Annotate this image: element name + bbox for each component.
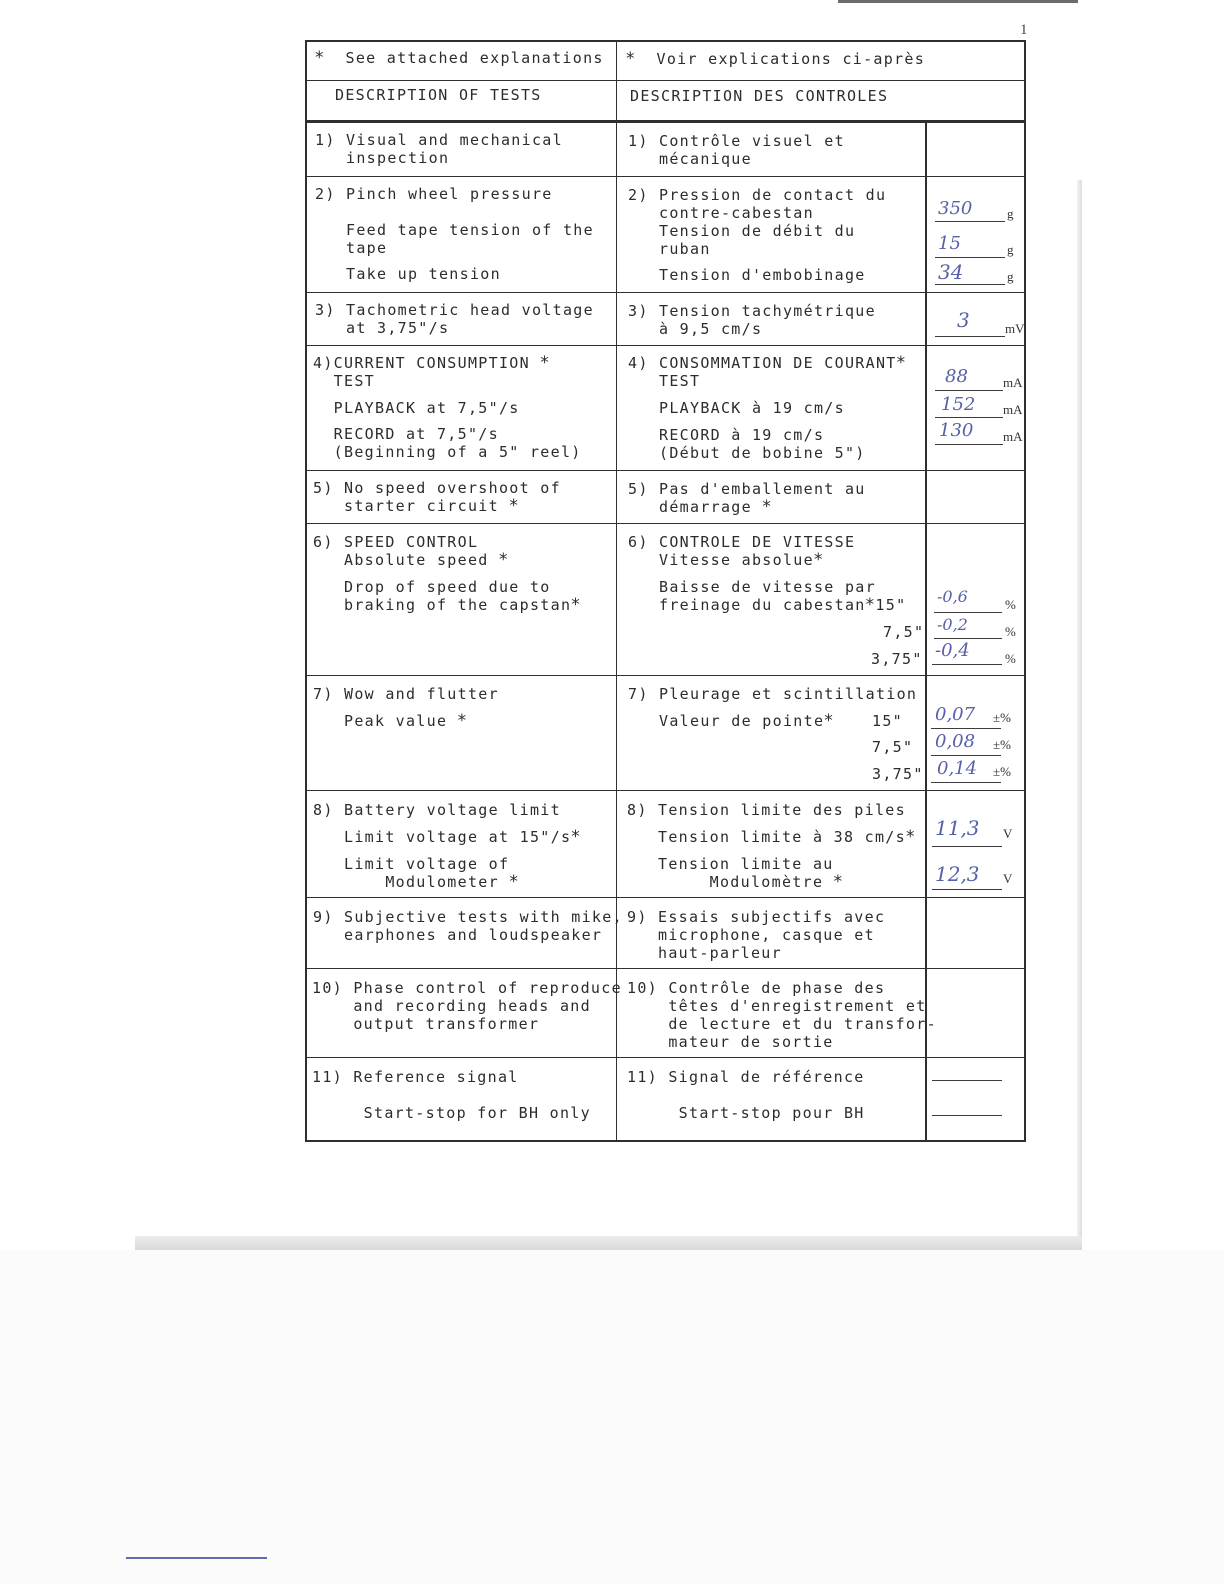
wow-7-5-value: 0,08 — [935, 731, 976, 752]
test-en-line: inspection — [315, 149, 450, 167]
unit-label: g — [1007, 242, 1014, 257]
voir-explications-note: * Voir explications ci-après — [626, 49, 926, 69]
value-underline — [932, 889, 1002, 890]
row-divider — [305, 292, 1026, 293]
test-fr-line: contre-cabestan — [628, 204, 814, 222]
header-bottom-rule — [305, 120, 1026, 123]
row-divider — [305, 345, 1026, 346]
value-underline — [934, 638, 1002, 639]
test-fr-line: Tension de débit du — [628, 222, 856, 240]
limit-voltage-modulometer-value: 12,3 — [935, 862, 980, 886]
test-fr-line: 5) Pas d'emballement au — [628, 480, 866, 498]
test-en-line: 10) Phase control of reproduce — [312, 979, 622, 997]
test-en-line: Take up tension — [315, 265, 501, 283]
unit-label: ±% — [993, 737, 1011, 752]
row-divider — [305, 470, 1026, 471]
row-divider — [305, 790, 1026, 791]
test-fr-line: haut-parleur — [627, 944, 782, 962]
feed-tape-tension-value: 15 — [938, 233, 961, 254]
row-divider — [305, 675, 1026, 676]
table-border-bottom — [305, 1140, 1026, 1142]
unit-label: mA — [1003, 402, 1023, 417]
unit-label: V — [1003, 871, 1013, 886]
test-fr-line: 10) Contrôle de phase des — [627, 979, 886, 997]
test-fr-line: ruban — [628, 240, 711, 258]
test-en-line: RECORD at 7,5"/s — [313, 425, 499, 443]
scan-right-edge — [1077, 180, 1082, 1240]
test-en-line: Feed tape tension of the — [315, 221, 594, 239]
description-of-tests-heading: DESCRIPTION OF TESTS — [335, 86, 542, 104]
value-underline — [931, 755, 1001, 756]
table-border-top — [305, 40, 1026, 42]
test-en-line: 11) Reference signal — [312, 1068, 519, 1086]
test-en-line: starter circuit * — [313, 496, 520, 516]
test-fr-line: 7) Pleurage et scintillation — [628, 685, 918, 703]
speed-label: 3,75" — [872, 765, 924, 783]
current-record-value: 130 — [939, 420, 974, 441]
test-fr-line: Start-stop pour BH — [627, 1104, 865, 1122]
current-test-value: 88 — [945, 366, 968, 387]
unit-label: mA — [1003, 429, 1023, 444]
test-en-line: 2) Pinch wheel pressure — [315, 185, 553, 203]
unit-label: mA — [1003, 375, 1023, 390]
wow-3-75-value: 0,14 — [937, 758, 978, 779]
unit-label: g — [1007, 269, 1014, 284]
unit-label: V — [1003, 826, 1013, 841]
test-fr-line: 9) Essais subjectifs avec — [627, 908, 886, 926]
scan-background — [0, 1250, 1224, 1584]
value-underline — [935, 417, 1003, 418]
scan-top-edge — [838, 0, 1078, 3]
test-fr-line: TEST — [628, 372, 701, 390]
value-underline — [935, 336, 1005, 337]
page-number: 1 — [1020, 22, 1028, 38]
value-underline — [931, 782, 1001, 783]
test-en-line: 5) No speed overshoot of — [313, 479, 561, 497]
speed-label: 15" — [872, 712, 903, 730]
test-fr-line: 1) Contrôle visuel et — [628, 132, 845, 150]
see-attached-note: * See attached explanations — [315, 48, 604, 68]
test-fr-line: à 9,5 cm/s — [628, 320, 763, 338]
value-underline — [934, 612, 1002, 613]
scan-foot-line — [126, 1557, 267, 1559]
test-fr-line: Valeur de pointe* — [628, 711, 835, 731]
test-fr-line: mateur de sortie — [627, 1033, 834, 1051]
test-report-table — [305, 40, 1026, 1142]
unit-label: % — [1005, 624, 1016, 639]
test-en-line: earphones and loudspeaker — [313, 926, 603, 944]
row-divider — [305, 176, 1026, 177]
header-divider — [305, 80, 1026, 81]
row-divider — [305, 1057, 1026, 1058]
test-fr-line: Modulomètre * — [627, 872, 844, 892]
test-en-line: braking of the capstan* — [313, 595, 582, 615]
test-fr-line: 4) CONSOMMATION DE COURANT* — [628, 353, 907, 373]
value-underline — [931, 728, 1001, 729]
test-en-line: 4)CURRENT CONSUMPTION * — [313, 353, 551, 373]
scan-bottom-edge — [135, 1236, 1082, 1250]
value-underline — [935, 221, 1005, 222]
unit-label: g — [1007, 206, 1014, 221]
wow-15-value: 0,07 — [935, 704, 976, 725]
unit-label: ±% — [993, 710, 1011, 725]
unit-label: mV — [1005, 321, 1025, 336]
test-en-line: Absolute speed * — [313, 550, 509, 570]
test-en-line: and recording heads and — [312, 997, 591, 1015]
test-fr-line: microphone, casque et — [627, 926, 875, 944]
row-divider — [305, 523, 1026, 524]
test-fr-line: 8) Tension limite des piles — [627, 801, 906, 819]
test-en-line: 8) Battery voltage limit — [313, 801, 561, 819]
test-en-line: 7) Wow and flutter — [313, 685, 499, 703]
reference-signal-answer-line — [932, 1080, 1002, 1081]
value-underline — [932, 846, 1002, 847]
test-en-line: 1) Visual and mechanical — [315, 131, 563, 149]
test-fr-line: têtes d'enregistrement et — [627, 997, 927, 1015]
test-en-line: tape — [315, 239, 388, 257]
test-fr-line: 3) Tension tachymétrique — [628, 302, 876, 320]
test-en-line: TEST — [313, 372, 375, 390]
test-fr-line: freinage du cabestan*15" — [628, 595, 907, 615]
speed-drop-3-75-value: -0,4 — [935, 640, 970, 661]
unit-label: ±% — [993, 764, 1011, 779]
value-underline — [935, 390, 1003, 391]
pinch-wheel-pressure-value: 350 — [938, 198, 973, 219]
table-border-left — [305, 40, 307, 1142]
test-fr-line: mécanique — [628, 150, 752, 168]
test-fr-line: 6) CONTROLE DE VITESSE — [628, 533, 856, 551]
test-fr-line: 11) Signal de référence — [627, 1068, 865, 1086]
column-divider-en-fr — [616, 40, 617, 1142]
test-en-line: at 3,75"/s — [315, 319, 450, 337]
column-divider-results — [925, 122, 927, 1142]
start-stop-answer-line — [932, 1115, 1002, 1116]
value-underline — [932, 664, 1002, 665]
test-en-line: 3) Tachometric head voltage — [315, 301, 594, 319]
value-underline — [935, 284, 1005, 285]
limit-voltage-15-value: 11,3 — [935, 816, 980, 840]
test-en-line: Limit voltage at 15"/s* — [313, 827, 582, 847]
test-en-line: Limit voltage of — [313, 855, 510, 873]
test-fr-line: Tension limite à 38 cm/s* — [627, 827, 916, 847]
test-fr-line: Vitesse absolue* — [628, 550, 824, 570]
test-fr-line: de lecture et du transfor- — [627, 1015, 937, 1033]
test-en-line: 9) Subjective tests with mike, — [313, 908, 623, 926]
test-en-line: Modulometer * — [313, 872, 520, 892]
row-divider — [305, 968, 1026, 969]
speed-drop-15-value: -0,6 — [937, 587, 968, 606]
test-en-line: PLAYBACK at 7,5"/s — [313, 399, 520, 417]
value-underline — [935, 444, 1003, 445]
current-playback-value: 152 — [941, 394, 976, 415]
speed-label: 7,5" — [872, 738, 914, 756]
test-en-line: 6) SPEED CONTROL — [313, 533, 479, 551]
test-fr-line: 2) Pression de contact du — [628, 186, 887, 204]
test-en-line: Start-stop for BH only — [312, 1104, 591, 1122]
take-up-tension-value: 34 — [938, 260, 964, 284]
test-en-line: Peak value * — [313, 711, 468, 731]
test-en-line: (Beginning of a 5" reel) — [313, 443, 582, 461]
test-fr-line: Tension limite au — [627, 855, 834, 873]
unit-label: % — [1005, 597, 1016, 612]
table-border-right — [1024, 40, 1026, 1142]
description-des-controles-heading: DESCRIPTION DES CONTROLES — [630, 87, 889, 105]
value-underline — [935, 257, 1005, 258]
speed-label: 7,5" — [883, 623, 925, 641]
test-fr-line: RECORD à 19 cm/s — [628, 426, 825, 444]
test-fr-line: PLAYBACK à 19 cm/s — [628, 399, 845, 417]
test-en-line: Drop of speed due to — [313, 578, 551, 596]
test-fr-line: Baisse de vitesse par — [628, 578, 876, 596]
tachometric-voltage-value: 3 — [957, 308, 970, 332]
speed-drop-7-5-value: -0,2 — [937, 615, 968, 634]
test-fr-line: démarrage * — [628, 497, 773, 517]
test-en-line: output transformer — [312, 1015, 540, 1033]
row-divider — [305, 897, 1026, 898]
unit-label: % — [1005, 651, 1016, 666]
test-fr-line: Tension d'embobinage — [628, 266, 866, 284]
test-fr-line: (Début de bobine 5") — [628, 444, 866, 462]
speed-label: 3,75" — [871, 650, 923, 668]
